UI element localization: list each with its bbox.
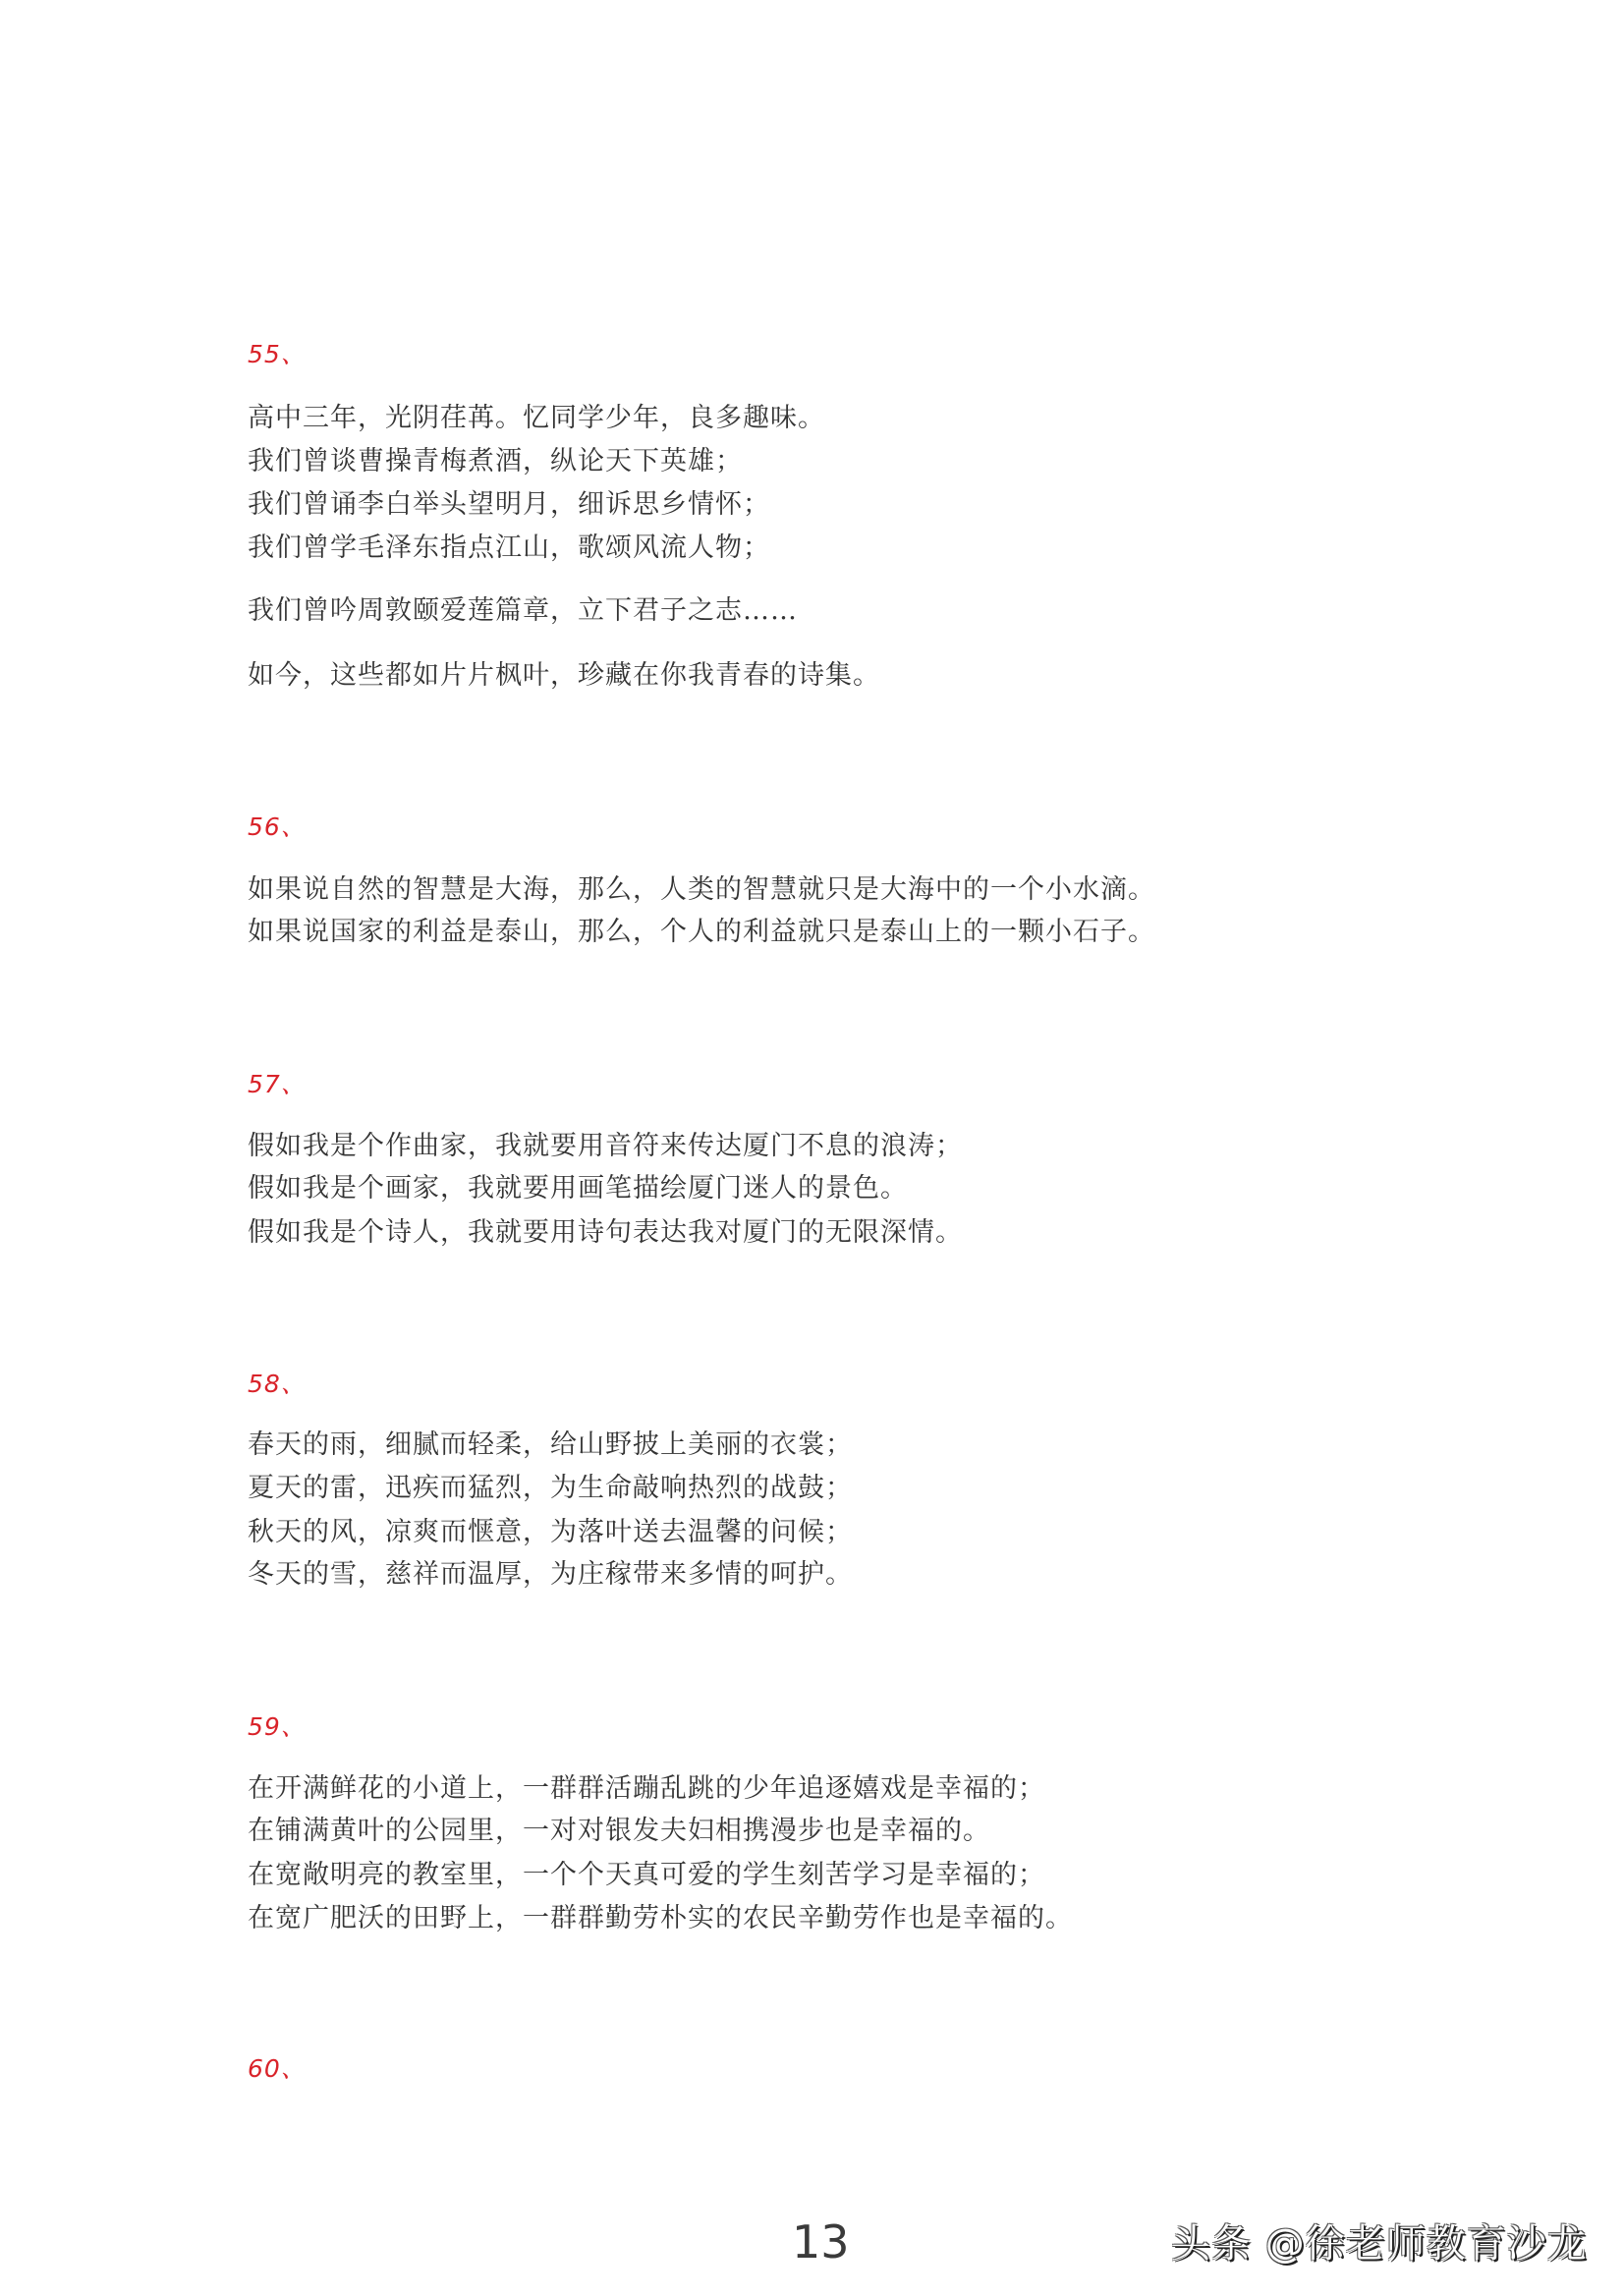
watermark: 头条 @徐老师教育沙龙 — [1171, 2221, 1588, 2267]
section-55-line-5: 我们曾吟周敦颐爱莲篇章，立下君子之志…… — [248, 595, 798, 626]
section-55-line-1: 高中三年，光阴荏苒。忆同学少年，良多趣味。 — [248, 403, 825, 433]
section-number-56: 56、 — [248, 812, 307, 841]
section-58-line-4: 冬天的雪，慈祥而温厚，为庄稼带来多情的呵护。 — [248, 1559, 853, 1590]
section-56-line-2: 如果说国家的利益是泰山，那么，个人的利益就只是泰山上的一颗小石子。 — [248, 917, 1155, 947]
section-number-55: 55、 — [248, 340, 307, 368]
section-58-line-3: 秋天的风，凉爽而惬意，为落叶送去温馨的问候； — [248, 1517, 853, 1547]
section-59-line-2: 在铺满黄叶的公园里，一对对银发夫妇相携漫步也是幸福的。 — [248, 1816, 990, 1846]
section-55-line-2: 我们曾谈曹操青梅煮酒，纵论天下英雄； — [248, 446, 743, 476]
section-55-line-6: 如今，这些都如片片枫叶，珍藏在你我青春的诗集。 — [248, 660, 880, 691]
section-number-59: 59、 — [248, 1712, 307, 1741]
section-number-60: 60、 — [248, 2054, 307, 2083]
section-55-line-3: 我们曾诵李白举头望明月，细诉思乡情怀； — [248, 489, 770, 520]
section-57-line-1: 假如我是个作曲家，我就要用音符来传达厦门不息的浪涛； — [248, 1131, 963, 1161]
section-59-line-1: 在开满鲜花的小道上，一群群活蹦乱跳的少年追逐嬉戏是幸福的； — [248, 1773, 1045, 1804]
section-number-57: 57、 — [248, 1070, 307, 1098]
section-59-line-4: 在宽广肥沃的田野上，一群群勤劳朴实的农民辛勤劳作也是幸福的。 — [248, 1903, 1073, 1933]
section-57-line-3: 假如我是个诗人，我就要用诗句表达我对厦门的无限深情。 — [248, 1217, 963, 1248]
section-57-line-2: 假如我是个画家，我就要用画笔描绘厦门迷人的景色。 — [248, 1173, 908, 1204]
section-56-line-1: 如果说自然的智慧是大海，那么，人类的智慧就只是大海中的一个小水滴。 — [248, 874, 1155, 905]
section-58-line-2: 夏天的雷，迅疾而猛烈，为生命敲响热烈的战鼓； — [248, 1473, 853, 1503]
section-58-line-1: 春天的雨，细腻而轻柔，给山野披上美丽的衣裳； — [248, 1429, 853, 1460]
section-55-line-4: 我们曾学毛泽东指点江山，歌颂风流人物； — [248, 532, 770, 563]
section-number-58: 58、 — [248, 1370, 307, 1398]
page-number: 13 — [792, 2215, 850, 2268]
section-59-line-3: 在宽敞明亮的教室里，一个个天真可爱的学生刻苦学习是幸福的； — [248, 1860, 1045, 1890]
